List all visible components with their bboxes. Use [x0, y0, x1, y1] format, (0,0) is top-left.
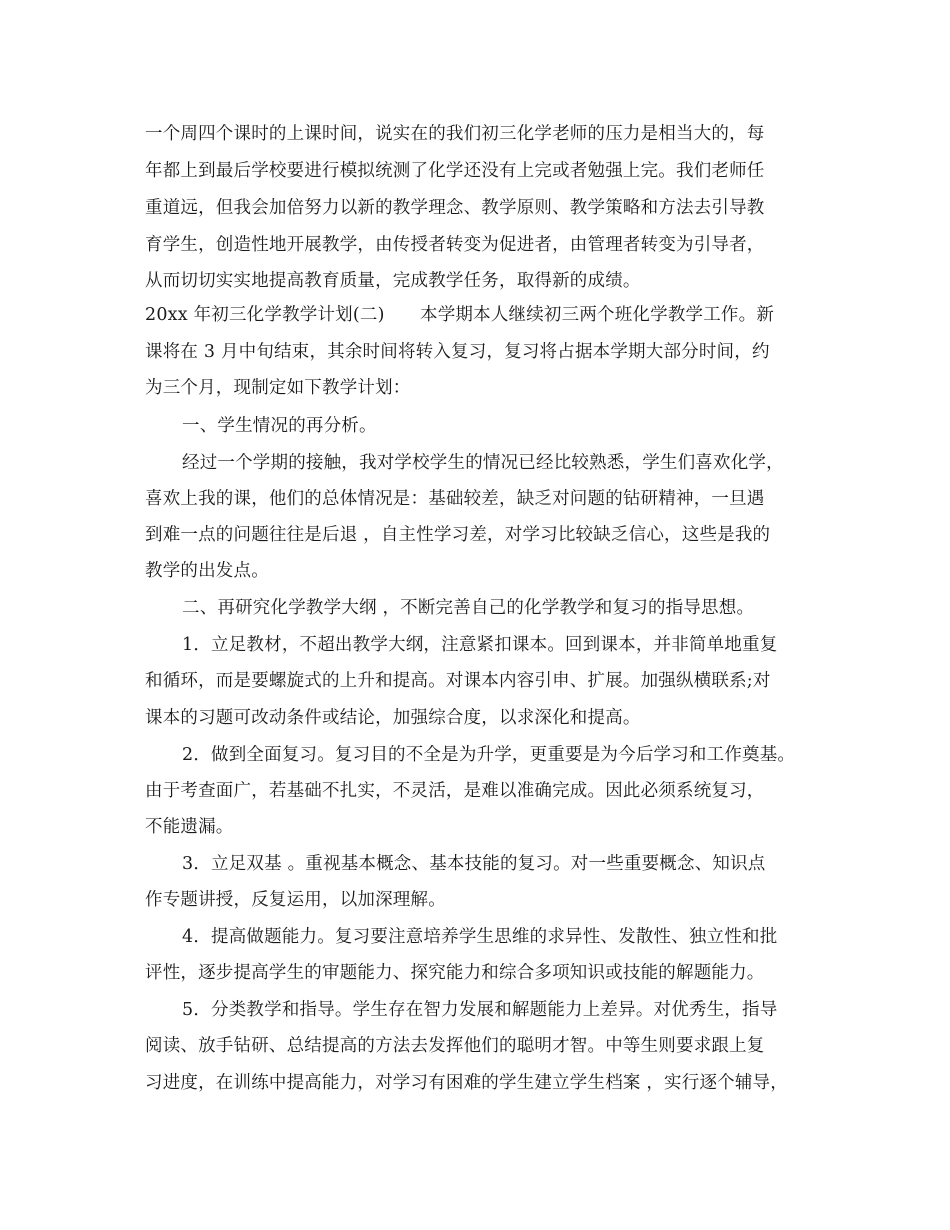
- text-line: 为三个月，现制定如下教学计划：: [145, 378, 411, 398]
- text-line: 阅读、放手钻研、总结提高的方法去发挥他们的聪明才智。中等生则要求跟上复: [145, 1036, 765, 1056]
- list-item: 2．做到全面复习。复习目的不全是为升学，更重要是为今后学习和工作奠基。: [182, 745, 796, 765]
- text-line: 作专题讲授，反复运用，以加深理解。: [145, 890, 446, 910]
- text-line: 喜欢上我的课，他们的总体情况是：基础较差，缺乏对问题的钻研精神，一旦遇: [145, 489, 765, 509]
- text-line: 育学生，创造性地开展教学，由传授者转变为促进者，由管理者转变为引导者，: [145, 235, 765, 255]
- subheading: 二、再研究化学教学大纲 ，不断完善自己的化学教学和复习的指导思想。: [182, 598, 755, 618]
- list-item: 1．立足教材，不超出教学大纲，注意紧扣课本。回到课本，并非简单地重复: [182, 635, 778, 655]
- text-line: 一个周四个课时的上课时间，说实在的我们初三化学老师的压力是相当大的，每: [145, 124, 765, 144]
- text-line: 习进度，在训练中提高能力，对学习有困难的学生建立学生档案 ，实行逐个辅导，: [145, 1073, 788, 1093]
- text-line: 到难一点的问题往往是后退 ，自主性学习差，对学习比较缺乏信心，这些是我的: [145, 525, 771, 545]
- text-line: 重道远，但我会加倍努力以新的教学理念、教学原则、教学策略和方法去引导教: [145, 198, 765, 218]
- text-line: 不能遗漏。: [145, 817, 234, 837]
- text-line: 评性，逐步提高学生的审题能力、探究能力和综合多项知识或技能的解题能力。: [145, 963, 765, 983]
- list-item: 4．提高做题能力。复习要注意培养学生思维的求异性、发散性、独立性和批: [182, 927, 778, 947]
- text-line: 经过一个学期的接触，我对学校学生的情况已经比较熟悉，学生们喜欢化学，: [182, 453, 784, 473]
- section-heading-line: 20xx 年初三化学教学计划(二) 本学期本人继续初三两个班化学教学工作。新: [145, 305, 775, 325]
- list-item: 5．分类教学和指导。学生存在智力发展和解题能力上差异。对优秀生，指导: [182, 1000, 778, 1020]
- text-line: 教学的出发点。: [145, 561, 269, 581]
- text-line: 由于考查面广，若基础不扎实，不灵活，是难以准确完成。因此必须系统复习，: [145, 781, 765, 801]
- text-line: 课将在 3 月中旬结束，其余时间将转入复习，复习将占据本学期大部分时间，约: [145, 342, 770, 362]
- list-item: 3．立足双基 。重视基本概念、基本技能的复习。对一些重要概念、知识点: [182, 854, 766, 874]
- text-line: 和循环，而是要螺旋式的上升和提高。对课本内容引申、扩展。加强纵横联系;对: [145, 671, 771, 691]
- subheading: 一、学生情况的再分析。: [182, 416, 377, 436]
- text-line: 年都上到最后学校要进行模拟统测了化学还没有上完或者勉强上完。我们老师任: [145, 161, 765, 181]
- text-line: 从而切切实实地提高教育质量，完成教学任务，取得新的成绩。: [145, 271, 641, 291]
- text-line: 课本的习题可改动条件或结论，加强综合度，以求深化和提高。: [145, 708, 641, 728]
